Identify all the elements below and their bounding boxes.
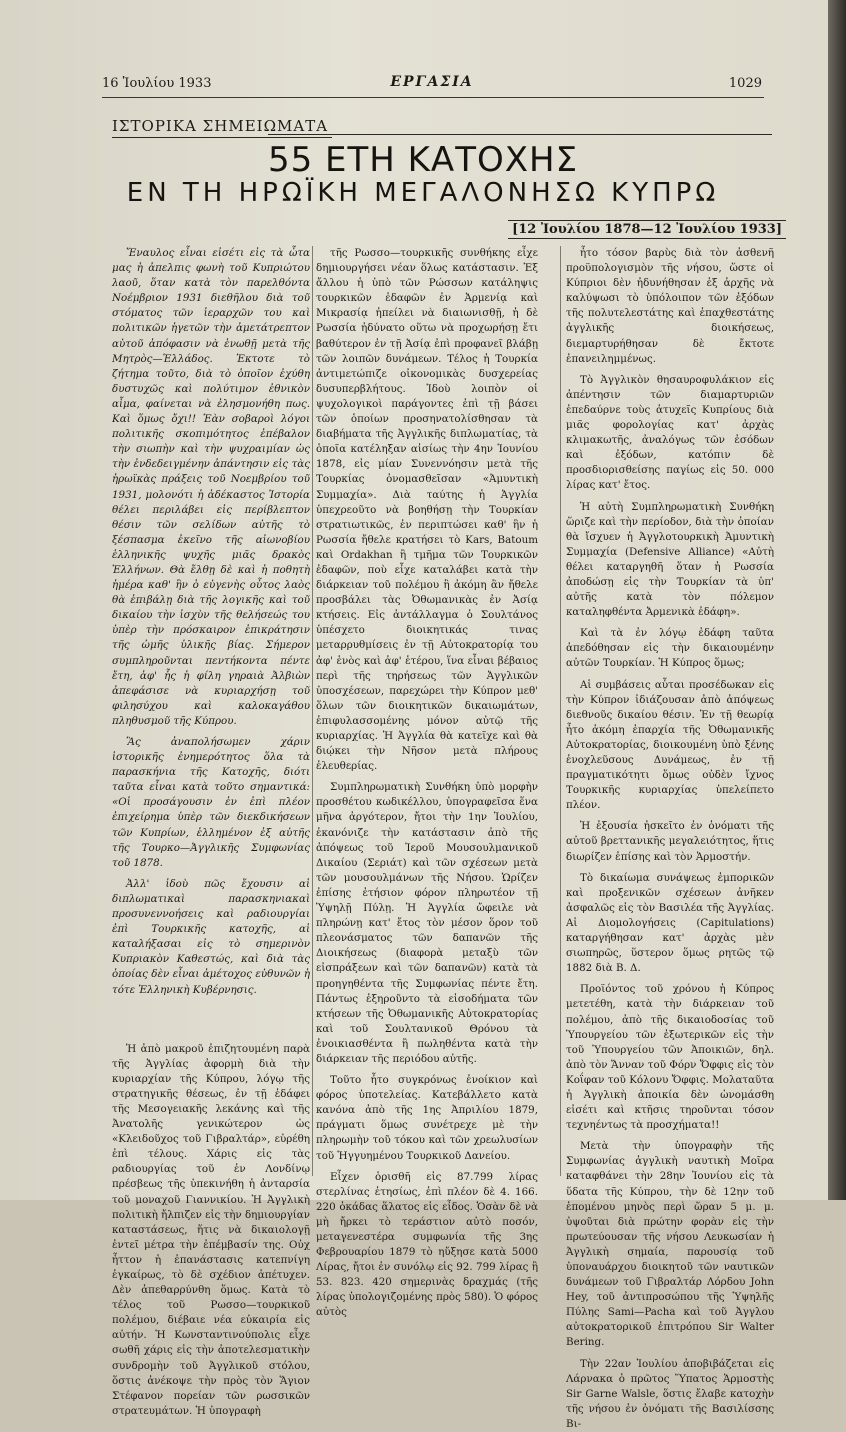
paragraph: Συμπληρωματικὴ Συνθήκη ὑπὸ μορφὴν προσθέτου κωδικέλλου, ὑπογραφεῖσα ἕνα μῆνα ἀργότερον, ἤτοι τὴν 1ην Ἰουλίου, ἐκανόνιζε τὴν κατάστασιν ἀπὸ τῆς ἀπόψεως τοῦ Ἱεροῦ Μουσουλμανικοῦ Δικαίου (Σεριάτ) καὶ τῶν σχέσεων μετὰ τῶν μουσουλμάνων τῆς Νήσου. Ὡρίζεν ἐπίσης ἐτήσιον φόρον πληρωτέον τῇ Ὑψηλῇ Πύλῃ. Ἡ Ἀγγλία ὤφειλε νὰ πληρώνῃ κατ' ἔτος τὸν μέσον ὅρον τοῦ πλεονάσματος τῶν δαπανῶν τῆς Διοικήσεως (διαφορὰ μεταξὺ τῶν εἰσπράξεων καὶ τῶν δαπανῶν) κατὰ τὰ προηγηθέντα τῆς Συμφωνίας πέντε ἔτη. Πάντως ἐξηροῦντο τὰ εἰσοδήματα τῶν κτήσεων τῆς Ὀθωμανικῆς Αὐτοκρατορίας καὶ τοῦ Σουλτανικοῦ Θρόνου τὰ ἐνοικιασθέντα ἢ πωληθέντα κατὰ τὴν διάρκειαν τῆς περιόδου αὐτῆς. <box>316 781 538 1065</box>
column-rule <box>312 246 313 1176</box>
header-rule <box>102 97 764 98</box>
paragraph: Τὴν 22αν Ἰουλίου ἀποβιβάζεται εἰς Λάρνακα ὁ πρῶτος Ὕπατος Ἁρμοστὴς Sir Garne Walsle, ὅστις ἔλαβε κατοχὴν τῆς νήσου ἐν ὀνόματι τῆς Βασιλίσσης Βι- <box>566 1357 774 1430</box>
article-title-line2: ΕΝ ΤΗ ΗΡΩΪΚΗ ΜΕΓΑΛΟΝΗΣΩ ΚΥΠΡΩ <box>126 178 720 208</box>
section-rule <box>268 134 772 135</box>
page-number: 1029 <box>728 76 762 91</box>
header-date: 16 Ἰουλίου 1933 <box>102 76 212 91</box>
paragraph: Προϊόντος τοῦ χρόνου ἡ Κύπρος μετετέθη, κατὰ τὴν διάρκειαν τοῦ πολέμου, ἀπὸ τῆς δικαιοδοσίας τοῦ Ὑπουργείου τῶν ἐξωτερικῶν εἰς τὴν τοῦ Ὑπουργείου τῶν Ἀποικιῶν, δηλ. ἀπὸ τὸν Ἄνναν τοῦ Φόρν Ὄφφις εἰς τὸν Κοΐφαν τοῦ Κόλονυ Ὄφφις. Μολαταῦτα ἡ Ἀγγλικὴ ἀποικία δὲν ὠνομάσθη εἰσέτι καὶ κτῆσις τηροῦνται τόσον τεχνηέντως τὰ προσχήματα!! <box>566 983 774 1132</box>
paragraph: Ἡ ἐξουσία ἠσκεῖτο ἐν ὀνόματι τῆς αὐτοῦ βρεττανικῆς μεγαλειότητος, ἥτις διωρίζεν ἐπίσης καὶ τὸν Ἁρμοστήν. <box>566 820 774 863</box>
article-date-range: [12 Ἰουλίου 1878—12 Ἰουλίου 1933] <box>508 220 786 239</box>
column-spacer <box>112 1004 310 1042</box>
article-column-2 <box>316 246 538 1319</box>
article-column-1 <box>112 246 310 1417</box>
paragraph: Καὶ τὰ ἐν λόγῳ ἐδάφη ταῦτα ἀπεδόθησαν εἰς τὴν δικαιουμένην αὐτῶν Τουρκίαν. Ἡ Κύπρος ὅμως; <box>566 627 774 670</box>
paragraph: Μετὰ τὴν ὑπογραφὴν τῆς Συμφωνίας ἀγγλικὴ ναυτικὴ Μοῖρα καταφθάνει τὴν 28ην Ἰουνίου εἰς τὰ ὕδατα τῆς Κύπρου, τὴν δὲ 12ην τοῦ ἑπομένου μηνὸς περὶ ὥραν 5 μ. μ. ὑψοῦται διὰ πρώτην φορὰν εἰς τὴν πρωτεύουσαν τῆς νήσου Λευκωσίαν ἡ Ἀγγλικὴ σημαία, παρουσίᾳ τοῦ ὑποναυάρχου διοικητοῦ τῶν ναυτικῶν δυνάμεων τοῦ Γιβραλτάρ Λόρδου John Hey, τοῦ ἀντιπροσώπου τῆς Ὑψηλῆς Πύλης Sami—Pacha καὶ τοῦ Ἀγγλου αὐτοκρατορικοῦ ἐπιτρόπου Sir Walter Bering. <box>566 1140 774 1349</box>
section-label: ΙΣΤΟΡΙΚΑ ΣΗΜΕΙΩΜΑΤΑ <box>112 117 332 138</box>
column-rule <box>560 246 561 1176</box>
article-column-3 <box>566 246 774 1430</box>
paragraph: Τοῦτο ἦτο συγκρόνως ἐνοίκιον καὶ φόρος ὑποτελείας. Κατεβάλλετο κατὰ κανόνα ἀπὸ τῆς 1ης Ἀπριλίου 1879, πράγματι ὅμως συνέτρεχε μὲ τὴν πληρωμὴν τοῦ τόκου καὶ τῶν χρεωλυσίων τοῦ Ἡγγυημένου Τουρκικοῦ Δανείου. <box>316 1074 538 1162</box>
paragraph: Ἀλλ' ἰδοὺ πῶς ἔχουσιν αἱ διπλωματικαὶ παρασκηνιακαὶ προσυνεννοήσεις καὶ ραδιουργίαι ἐπὶ Τουρκικῆς κατοχῆς, αἱ καταλήξασαι εἰς τὸ σημερινὸν Κυπριακὸν Καθεστώς, καὶ διὰ τὰς ὁποίας δὲν εἶναι ἀμέτοχος εὐθυνῶν ἡ τότε Ἑλληνικὴ Κυβέρνησις. <box>112 877 310 996</box>
paragraph: Ἡ αὐτὴ Συμπληρωματικὴ Συνθήκη ὥριζε καὶ τὴν περίοδον, διὰ τὴν ὁποίαν θὰ ἴσχυεν ἡ Ἀγγλοτουρκικὴ Ἀμυντικὴ Συμμαχία (Defensive Alliance) «Αὐτὴ θέλει καταργηθῆ ὅταν ἡ Ρωσσία ἀποδώσῃ εἰς τὴν Τουρκίαν τὰ ὑπ' αὐτῆς κατὰ τὸν πόλεμον καταληφθέντα Ἀρμενικὰ ἐδάφη». <box>566 500 774 619</box>
paragraph: Αἱ συμβάσεις αὗται προσέδωκαν εἰς τὴν Κύπρον ἰδιάζουσαν ἀπὸ ἀπόψεως διεθνοῦς δικαίου θέσιν. Ἐν τῇ θεωρίᾳ ἦτο ἀκόμη ἐπαρχία τῆς Ὀθωμανικῆς Αὐτοκρατορίας, διοικουμένη ὑπὸ ξένης ἐνοχλεῦσους Δυνάμεως, ἐν τῇ πραγματικότητι ὅμως οὐδὲν ἴχνος Τουρκικῆς κυριαρχίας ὑπελείπετο πλέον. <box>566 678 774 812</box>
paragraph: ἦτο τόσον βαρὺς διὰ τὸν ἀσθενῆ προϋπολογισμὸν τῆς νήσου, ὥστε οἱ Κύπριοι δὲν ἠδυνήθησαν ἐξ ἀρχῆς νὰ καλύψωσι τὸ ὑπόλοιπον τῶν ἐξόδων τῆς πολυτελεστάτης καὶ ἐπαχθεστάτης ἀγγλικῆς διοικήσεως, διεμαρτυρήθησαν δὲ ἔκτοτε ἐπανειλημμένως. <box>566 247 774 365</box>
page-header <box>102 76 762 98</box>
paragraph: Τὸ Ἀγγλικὸν θησαυροφυλάκιον εἰς ἀπέντησιν τῶν διαμαρτυριῶν ἐπεδαύρνε τοὺς ἀτυχεῖς Κυπρίους διὰ μιᾶς φορολογίας κατ' ἀρχὰς κλιμακωτῆς, ἀναλόγως τῶν ἐσόδων καὶ ἐξόδων, κατόπιν δὲ προσδιορισθείσης παγίως εἰς 50. 000 λίρας κατ' ἔτος. <box>566 373 774 492</box>
paragraph: Ἔναυλος εἶναι εἰσέτι εἰς τὰ ὦτα μας ἡ ἀπελπις φωνὴ τοῦ Κυπριώτου λαοῦ, ὅταν κατὰ τὸν παρελθόντα Νοέμβριον 1931 διεθῆλου διὰ τοῦ στόματος τῶν ἱεραρχῶν του καὶ πολιτικῶν ἡγετῶν τὴν ἀμετάτρεπτον αὐτοῦ ἀπόφασιν νὰ ἑνωθῇ μετὰ τῆς Μητρὸς—Ἑλλάδος. Ἐκτοτε τὸ ζήτημα τοῦτο, διὰ τὸ ὁποῖον ἐχύθη δυστυχῶς καὶ πολύτιμον ἐθνικὸν αἷμα, φαίνεται νὰ ἐλησμονήθη πως. Καὶ ὅμως ὄχι!! Ἐὰν σοβαροὶ λόγοι πολιτικῆς σκοπιμότητος ἐπέβαλον τὴν σιωπὴν καὶ τὴν ψυχραιμίαν ὡς τὴν ἐνδεδειγμένην ἀπάντησιν εἰς τὰς ἡρωϊκὰς πράξεις τοῦ Νοεμβρίου τοῦ 1931, μολονότι ἡ ἀδέκαστος Ἱστορία θέλει περιλάβει εἰς περίβλεπτον θέσιν τῶν σελίδων αὐτῆς τὸ ξέσπασμα ἐκεῖνο τῆς αἰωνοβίου ἑλληνικῆς ψυχῆς μιᾶς δρακὸς Ἑλλήνων. Θὰ ἔλθῃ δὲ καὶ ἡ ποθητὴ ἡμέρα καθ' ἣν ὁ εὐγενὴς οὗτος λαὸς θὰ ἐπιβάλῃ διὰ τῆς λογικῆς καὶ τοῦ δικαίου τὴν ἰσχὺν τῆς θελήσεώς του ὑπὲρ τὴν πρόσκαιρον ἐπικράτησιν τῆς ὠμῆς ὑλικῆς βίας. Σήμερον συμπληροῦνται πεντήκοντα πέντε ἔτη, ἀφ' ἧς ἡ φίλη γηραιὰ Ἀλβιὼν ἀπεφάσισε νὰ κυριαρχήσῃ τοῦ φιλησύχου καὶ καλοκαγάθου πληθυσμοῦ τῆς Κύπρου. <box>112 247 310 727</box>
journal-name: ΕΡΓΑΣΙΑ <box>390 74 474 90</box>
paragraph: τῆς Ρωσσο—τουρκικῆς συνθήκης εἶχε δημιουργήσει νέαν ὅλως κατάστασιν. Ἐξ ἄλλου ἡ ὑπὸ τῶν Ρώσσων κατάληψις τουρκικῶν ἐδαφῶν ἐν Ἀρμενίᾳ καὶ Μικρασίᾳ ἠπείλει νὰ διαιωνισθῇ, ἡ δὲ Ρωσσία ἠδύνατο οὕτω νὰ προχωρήσῃ ἔτι βαθύτερον ἐν τῇ Ἀσίᾳ ἐπὶ προφανεῖ βλάβῃ τῶν λοιπῶν δυνάμεων. Τέλος ἡ Τουρκία ἀντιμετώπιζε οἰκονομικὰς δυσχερείας δυσυπερβλήτους. Ἰδοὺ λοιπὸν οἱ ψυχολογικοὶ παράγοντες ἐπὶ τῇ βάσει τῶν ὁποίων προσηνατολίσθησαν τὰ διαβήματα τῆς Ἀγγλικῆς διπλωματίας, τὰ ὁποῖα κατέληξαν αἰσίως τὴν 4ην Ἰουνίου 1878, εἰς μίαν Συνεννόησιν μετὰ τῆς Τουρκίας ὀνομασθεῖσαν «Ἀμυντικὴ Συμμαχία». Διὰ ταύτης ἡ Ἀγγλία ὑπεχρεοῦτο νὰ βοηθήσῃ τὴν Τουρκίαν στρατιωτικῶς, ἐν περιπτώσει καθ' ἣν ἡ Ρωσσία ἤθελε κρατήσει τὸ Kars, Batoum καὶ Ordakhan ἢ τμῆμα τῶν Τουρκικῶν ἐδαφῶν, ποὺ εἶχε καταλάβει κατὰ τὴν διάρκειαν τοῦ πολέμου ἢ ἀκόμη ἂν ἤθελε προσβάλει τὰς Ὀθωμανικὰς ἐν Ἀσίᾳ κτήσεις. Εἰς ἀντάλλαγμα ὁ Σουλτάνος ὑπέσχετο διοικητικάς τινας μεταρρυθμίσεις ἐν τῇ Αὐτοκρατορίᾳ του ἀφ' ἑνὸς καὶ ἀφ' ἑτέρου, ἵνα εἶναι βέβαιος περὶ τῆς τηρήσεως τῶν Ἀγγλικῶν ὑποσχέσεων, παρεχώρει τὴν Κύπρον μεθ' ὅλων τῶν διοικητικῶν δικαιωμάτων, ἐπιφυλασσομένης μόνον αὐτῷ τῆς κυριαρχίας. Ἡ Ἀγγλία θὰ κατεῖχε καὶ θὰ διῴκει τὴν Νῆσον μετὰ πλήρους ἐλευθερίας. <box>316 247 538 773</box>
paragraph: Ἂς ἀναπολήσωμεν χάριν ἱστορικῆς ἐνημερότητος ὅλα τὰ παρασκήνια τῆς Κατοχῆς, διότι ταῦτα εἶναι κατὰ τοῦτο σημαντικά: «Οἱ προσάγουσιν ἐν ἐπὶ πλέον ἐπιχείρημα ὑπὲρ τῶν διεκδικήσεων τῶν Κυπρίων, ἑλλημένον ἐξ αὐτῆς τῆς Τουρκο—Ἀγγλικῆς Συμφωνίας τοῦ 1878. <box>112 736 310 869</box>
paragraph: Εἶχεν ὁρισθῆ εἰς 87.799 λίρας στερλίνας ἐτησίως, ἐπὶ πλέον δὲ 4. 166. 220 ὀκάδας ἅλατος εἰς εἶδος. Ὁσὰν δὲ νὰ μὴ ἤρκει τὸ τεράστιον αὐτὸ ποσόν, μεταγενεστέρα συμφωνία τῆς 3ης Φεβρουαρίου 1879 τὸ ηὔξησε κατὰ 5000 Λίρας, ἤτοι ἐν συνόλῳ εἰς 92. 799 λίρας ἢ 53. 823. 420 σημερινὰς δραχμάς (τῆς λίρας ὑπολογιζομένης πρὸς 580). Ὁ φόρος αὐτὸς <box>316 1170 538 1319</box>
paragraph: Ἡ ἀπὸ μακροῦ ἐπιζητουμένη παρὰ τῆς Ἀγγλίας ἀφορμὴ διὰ τὴν κυριαρχίαν τῆς Κύπρου, λόγῳ τῆς στρατηγικῆς θέσεως, ἐν τῇ ἐδάφει τῆς Μεσογειακῆς λεκάνης καὶ τῆς Ἀνατολῆς γενικώτερον ὡς «Κλειδοῦχος τοῦ Γιβραλτάρ», εὑρέθη ἐπὶ τέλους. Χάρις εἰς τὰς ραδιουργίας τοῦ ἐν Λονδίνῳ πρέσβεως τῆς ὑπεκινήθη ἡ ἀνταρσία τοῦ μοναχοῦ Γιαννικίου. Ἡ Ἀγγλικὴ πολιτικὴ ἤλπιζεν εἰς τὴν δημιουργίαν καταστάσεως, ἥτις νὰ δικαιολογῇ ἐντεῖ μέτρα τὴν ἐπέμβασίν της. Οὐχ ἧττον ἡ ἐπανάστασις κατεπνίγη ἐγκαίρως, τὸ δὲ σχέδιον ἀπέτυχεν. Δὲν ἀπεθαρρύνθη ὅμως. Κατὰ τὸ τέλος τοῦ Ρωσσο—τουρκικοῦ πολέμου, διέβαιε νέα εὐκαιρία εἰς αὐτήν. Ἡ Κωνσταντινούπολις εἶχε σωθῆ χάρις εἰς τὴν ἀποτελεσματικὴν συνδρομὴν τοῦ Ἀγγλικοῦ στόλου, ὅστις ἀνέκοψε τὴν πρὸς τὸν Ἅγιον Στέφανον πορείαν τῶν ρωσσικῶν στρατευμάτων. Ἡ ὑπογραφὴ <box>112 1042 310 1417</box>
paragraph: Τὸ δικαίωμα συνάψεως ἐμπορικῶν καὶ προξενικῶν σχέσεων ἀνῆκεν ἀσφαλῶς εἰς τὸν Βασιλέα τῆς Ἀγγλίας. Αἱ Διομολογήσεις (Capitulations) καταργήθησαν κατ' ἀρχὰς μὲν σιωπηρῶς, ὕστερον ὅμως ρητῶς τῷ 1882 διὰ Β. Δ. <box>566 871 774 975</box>
article-title-line1: 55 ΕΤΗ ΚΑΤΟΧΗΣ <box>267 140 579 180</box>
